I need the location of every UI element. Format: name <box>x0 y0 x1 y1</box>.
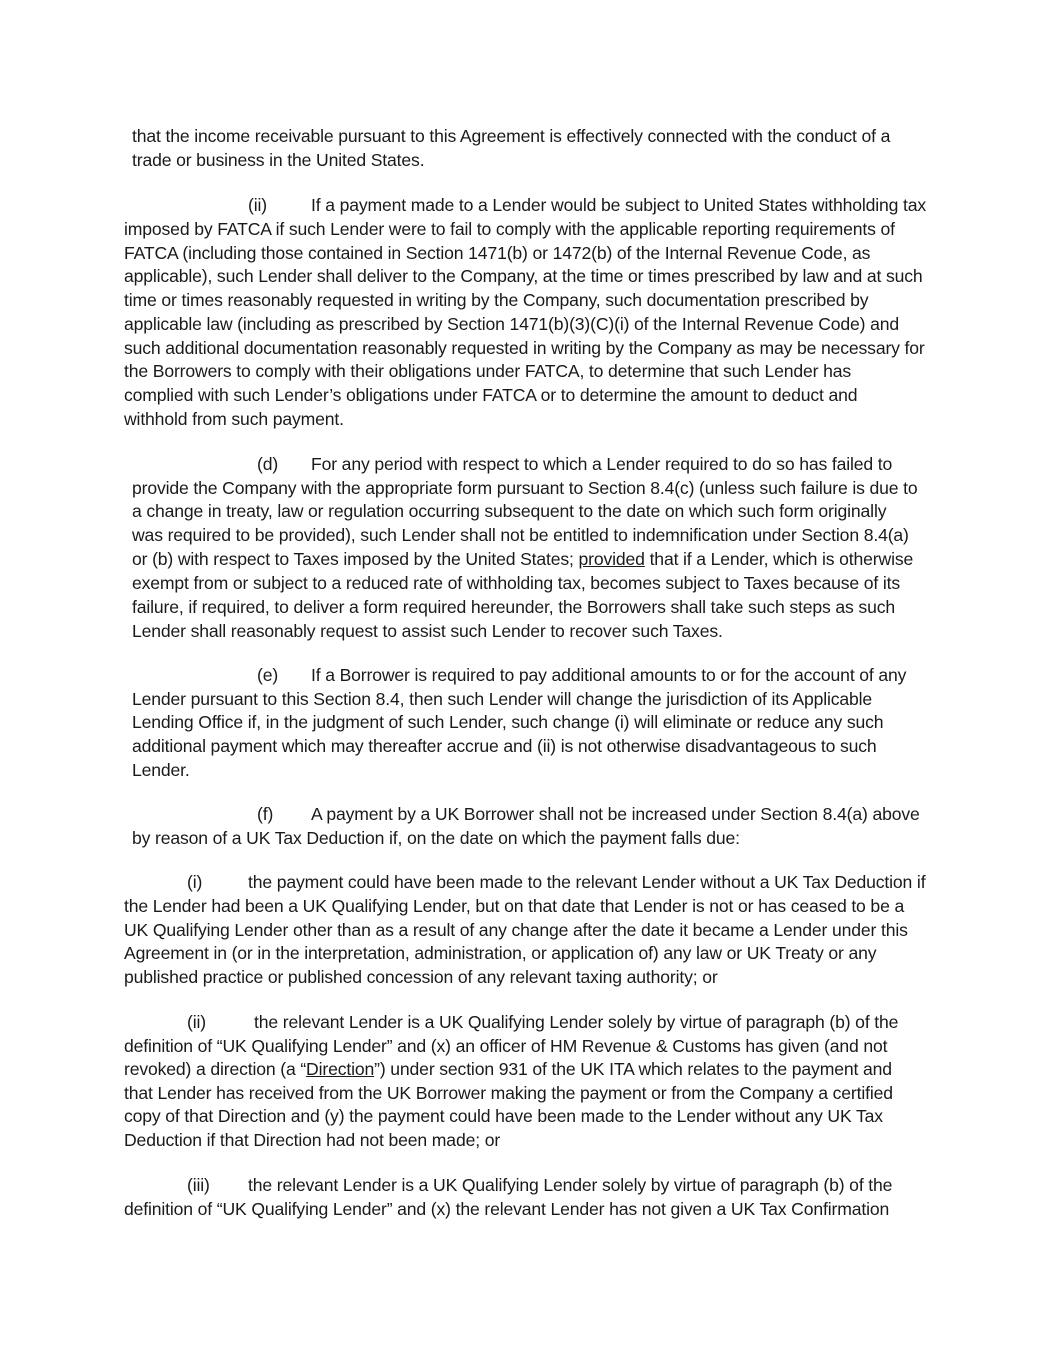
clause-label: (iii) <box>187 1175 210 1195</box>
paragraph-line: For any period with respect to which a Lender required to do so has failed to <box>311 454 893 474</box>
clause-label: (i) <box>187 872 203 892</box>
clause-label: (ii) <box>248 195 267 215</box>
text-run: revoked) a direction (a “ <box>124 1059 307 1079</box>
paragraph-line: applicable), such Lender shall deliver to the Company, at the time or times prescribed by law and at such <box>124 266 923 286</box>
paragraph-line: withhold from such payment. <box>124 409 344 429</box>
paragraph-line: was required to be provided), such Lender shall not be entitled to indemnification under Section 8.4(a) <box>132 525 909 545</box>
paragraph-line: Lender pursuant to this Section 8.4, then such Lender will change the jurisdiction of its Applicable <box>132 689 873 709</box>
underlined-term: Direction <box>306 1059 375 1079</box>
paragraph-line: copy of that Direction and (y) the payment could have been made to the Lender without any UK Tax <box>124 1106 883 1126</box>
paragraph-line: by reason of a UK Tax Deduction if, on the date on which the payment falls due: <box>132 828 740 848</box>
text-run: that if a Lender, which is otherwise <box>644 549 914 569</box>
paragraph-line: the Lender had been a UK Qualifying Lender, but on that date that Lender is not or has ceased to be a <box>124 896 905 916</box>
paragraph-line: additional payment which may thereafter accrue and (ii) is not otherwise disadvantageous to such <box>132 736 877 756</box>
paragraph-line: the Borrowers to comply with their obligations under FATCA, to determine that such Lender has <box>124 361 851 381</box>
clause-label: (d) <box>257 454 279 474</box>
paragraph-line: Lender. <box>132 760 190 780</box>
paragraph-line: If a Borrower is required to pay additional amounts to or for the account of any <box>311 665 907 685</box>
paragraph-line: the relevant Lender is a UK Qualifying Lender solely by virtue of paragraph (b) of the <box>254 1012 899 1032</box>
clause-label: (ii) <box>187 1012 206 1032</box>
paragraph-line: the relevant Lender is a UK Qualifying Lender solely by virtue of paragraph (b) of the <box>248 1175 893 1195</box>
clause-label: (e) <box>257 665 279 685</box>
paragraph-line: definition of “UK Qualifying Lender” and (x) the relevant Lender has not given a UK Tax Confirmation <box>124 1199 890 1219</box>
paragraph-line: trade or business in the United States. <box>132 150 425 170</box>
paragraph-line: Deduction if that Direction had not been made; or <box>124 1130 501 1150</box>
paragraph-line: the payment could have been made to the relevant Lender without a UK Tax Deduction if <box>248 872 926 892</box>
paragraph-line: a change in treaty, law or regulation occurring subsequent to the date on which such form originally <box>132 501 887 521</box>
paragraph-line: imposed by FATCA if such Lender were to fail to comply with the applicable reporting requirements of <box>124 219 895 239</box>
text-run: ”) under section 931 of the UK ITA which relates to the payment and <box>374 1059 892 1079</box>
paragraph-line <box>132 547 913 571</box>
paragraph-line: published practice or published concession of any relevant taxing authority; or <box>124 967 718 987</box>
clause-label: (f) <box>257 804 274 824</box>
paragraph-line: Lending Office if, in the judgment of such Lender, such change (i) will eliminate or reduce any such <box>132 712 884 732</box>
paragraph-line <box>124 1057 892 1081</box>
paragraph-line: FATCA (including those contained in Section 1471(b) or 1472(b) of the Internal Revenue Code, as <box>124 243 871 263</box>
paragraph-line: that Lender has received from the UK Borrower making the payment or from the Company a certified <box>124 1083 893 1103</box>
paragraph-line: applicable law (including as prescribed by Section 1471(b)(3)(C)(i) of the Internal Revenue Code) and <box>124 314 900 334</box>
paragraph-line: If a payment made to a Lender would be subject to United States withholding tax <box>311 195 927 215</box>
paragraph-line: provide the Company with the appropriate form pursuant to Section 8.4(c) (unless such failure is due to <box>132 478 918 498</box>
paragraph-line: that the income receivable pursuant to this Agreement is effectively connected with the conduct of a <box>132 126 891 146</box>
paragraph-line: time or times reasonably requested in writing by the Company, such documentation prescribed by <box>124 290 869 310</box>
paragraph-line: A payment by a UK Borrower shall not be increased under Section 8.4(a) above <box>311 804 920 824</box>
paragraph-line: such additional documentation reasonably requested in writing by the Company as may be necessary for <box>124 338 925 358</box>
paragraph-line: Lender shall reasonably request to assist such Lender to recover such Taxes. <box>132 621 723 641</box>
paragraph-line: complied with such Lender’s obligations under FATCA or to determine the amount to deduct and <box>124 385 858 405</box>
paragraph-line: definition of “UK Qualifying Lender” and (x) an officer of HM Revenue & Customs has given (and not <box>124 1036 888 1056</box>
paragraph-line: failure, if required, to deliver a form required hereunder, the Borrowers shall take such steps as such <box>132 597 895 617</box>
paragraph-line: exempt from or subject to a reduced rate of withholding tax, becomes subject to Taxes because of its <box>132 573 901 593</box>
text-run: or (b) with respect to Taxes imposed by the United States; <box>132 549 579 569</box>
paragraph-line: Agreement in (or in the interpretation, administration, or application of) any law or UK Treaty or any <box>124 943 877 963</box>
underlined-term: provided <box>578 549 645 569</box>
paragraph-line: UK Qualifying Lender other than as a result of any change after the date it became a Lender under this <box>124 920 908 940</box>
